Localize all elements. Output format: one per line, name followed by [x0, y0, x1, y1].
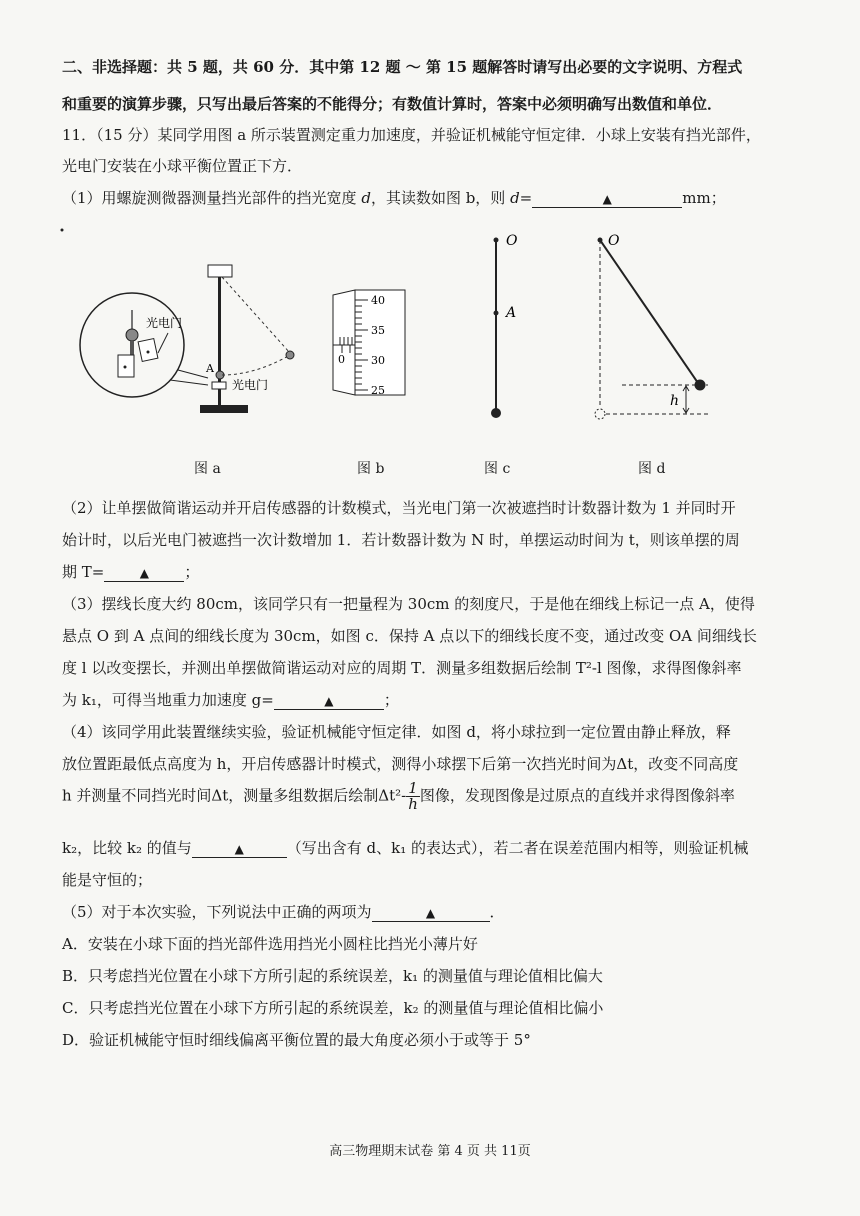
q11-part4-line4: [62, 837, 749, 858]
ball-lowest-icon: [595, 409, 605, 419]
caption-fig-a: 图 a: [194, 461, 221, 477]
figure-c: [491, 233, 518, 418]
q11-part4-line1: （4）该同学用此装置继续实验，验证机械能守恒定律．如图 d，将小球拉到一定位置由静止释放，释: [62, 723, 731, 741]
part4-k2-text: k₂，比较 k₂ 的值与: [62, 839, 192, 857]
part2-period-label: 期 T=: [62, 563, 105, 581]
figures-area: [0, 215, 860, 455]
ball-c-icon: [491, 408, 501, 418]
frac-denominator: h: [408, 795, 418, 813]
q11-intro-line1: 11．（15 分）某同学用图 a 所示装置测定重力加速度，并验证机械能守恒定律．小球上安装有挡光部件，: [62, 126, 761, 144]
fraction-1-over-h: [406, 781, 420, 812]
q11-part3-line4: [62, 689, 399, 710]
frac-numerator: 1: [406, 781, 420, 797]
figure-a: [80, 265, 294, 413]
triangle-marker: ▲: [139, 566, 149, 580]
caption-fig-b: 图 b: [357, 461, 385, 477]
q11-part4-line2: 放位置距最低点高度为 h，开启传感器计时模式，测得小球摆下后第一次挡光时间为Δt，改变不同高度: [62, 755, 739, 773]
part4-text-a: h 并测量不同挡光时间Δt，测量多组数据后绘制Δt²-: [62, 786, 407, 805]
q11-part2-line2: 始计时，以后光电门被遮挡一次计数增加 1．若计数器计数为 N 时，单摆运动时间为 t，则该单摆的周: [62, 531, 740, 549]
part2-end: ；: [184, 563, 200, 581]
triangle-marker: ▲: [602, 192, 612, 206]
triangle-marker: ▲: [324, 694, 334, 708]
section-header-line2: 和重要的演算步骤，只写出最后答案的不能得分；有数值计算时，答案中必须明确写出数值和单位．: [62, 95, 723, 113]
q11-part2-line1: （2）让单摆做简谐运动并开启传感器的计数模式，当光电门第一次被遮挡时计数器计数为 1 并同时开: [62, 499, 736, 517]
pendulum-string-d: [600, 240, 698, 383]
ball-swung-icon: [286, 351, 294, 359]
clamp: [208, 265, 232, 277]
label-o-d: O: [608, 233, 620, 249]
page-footer: 高三物理期末试卷 第 4 页 共 11页: [329, 1144, 531, 1159]
option-c[interactable]: C．只考虑挡光位置在小球下方所引起的系统误差，k₂ 的测量值与理论值相比偏小: [62, 999, 604, 1017]
answer-blank-1[interactable]: [532, 189, 682, 208]
figure-b-micrometer: [333, 290, 405, 397]
q11-part3-line1: （3）摆线长度大约 80cm，该同学只有一把量程为 30cm 的刻度尺，于是他在细线上标记一点 A，使得: [62, 595, 755, 613]
photogate-label: 光电门: [232, 378, 269, 392]
answer-blank-2[interactable]: [104, 563, 184, 582]
q11-part1: [62, 187, 726, 208]
stray-dot: [61, 229, 64, 232]
part5-text: （5）对于本次实验，下列说法中正确的两项为: [62, 903, 372, 921]
tick-30: 30: [371, 354, 385, 367]
part1-text-b: ，其读数如图 b，则: [370, 189, 511, 207]
triangle-marker: ▲: [234, 842, 244, 856]
point-a-c: [494, 311, 499, 316]
part4-tail: （写出含有 d、k₁ 的表达式），若二者在误差范围内相等，则验证机械: [286, 839, 749, 857]
q11-part4-line3: [62, 781, 735, 812]
q11-part3-line2: 悬点 O 到 A 点间的细线长度为 30cm，如图 c．保持 A 点以下的细线长度不变，通过改变 OA 间细线长: [62, 627, 757, 645]
caption-fig-c: 图 c: [484, 461, 511, 477]
photogate-label-zoom: 光电门: [146, 316, 183, 330]
answer-blank-4[interactable]: [192, 839, 287, 858]
q11-part3-line3: 度 l 以改变摆长，并测出单摆做简谐运动对应的周期 T．测量多组数据后绘制 T²-l 图像，求得图像斜率: [62, 659, 742, 677]
figure-d: [595, 233, 708, 419]
part3-end: ；: [383, 691, 399, 709]
part1-text-a: （1）用螺旋测微器测量挡光部件的挡光宽度: [62, 189, 362, 207]
answer-blank-3[interactable]: [274, 691, 384, 710]
q11-part5: [62, 901, 505, 922]
q11-part2-line3: [62, 561, 199, 582]
tick-25: 25: [371, 384, 385, 397]
option-b[interactable]: B．只考虑挡光位置在小球下方所引起的系统误差，k₁ 的测量值与理论值相比偏大: [62, 967, 603, 985]
label-h: h: [670, 393, 680, 409]
photogate-zoomed-icon: [138, 339, 158, 362]
triangle-marker: ▲: [425, 906, 436, 920]
ball-zoomed-icon: [126, 329, 138, 341]
label-a-c: A: [506, 305, 517, 321]
label-o-c: O: [506, 233, 518, 249]
part3-g-label: 为 k₁，可得当地重力加速度 g=: [62, 691, 274, 709]
stand-base: [200, 405, 248, 413]
part5-end: ．: [489, 903, 505, 921]
point-a-label-fig-a: A: [206, 362, 214, 375]
q11-intro-line2: 光电门安装在小球平衡位置正下方．: [62, 157, 303, 175]
option-a[interactable]: A．安装在小球下面的挡光部件选用挡光小圆柱比挡光小薄片好: [62, 935, 478, 953]
caption-fig-d: 图 d: [638, 461, 666, 477]
tick-35: 35: [371, 324, 385, 337]
tick-40: 40: [371, 294, 385, 307]
q11-part4-line5: 能是守恒的；: [62, 871, 153, 889]
photogate-icon: [212, 382, 226, 389]
d-equals: d=: [510, 189, 533, 207]
part4-text-b: 图像，发现图像是过原点的直线并求得图像斜率: [419, 786, 735, 805]
micrometer-zero: 0: [338, 353, 345, 366]
answer-blank-5[interactable]: [372, 903, 490, 922]
part1-unit: mm；: [682, 189, 726, 207]
section-header-line1: 二、非选择题：共 5 题，共 60 分．其中第 12 题 ～ 第 15 题解答时请写出必要的文字说明、方程式: [62, 58, 743, 76]
var-d: d: [361, 189, 371, 207]
option-d[interactable]: D．验证机械能守恒时细线偏离平衡位置的最大角度必须小于或等于 5°: [62, 1031, 531, 1049]
